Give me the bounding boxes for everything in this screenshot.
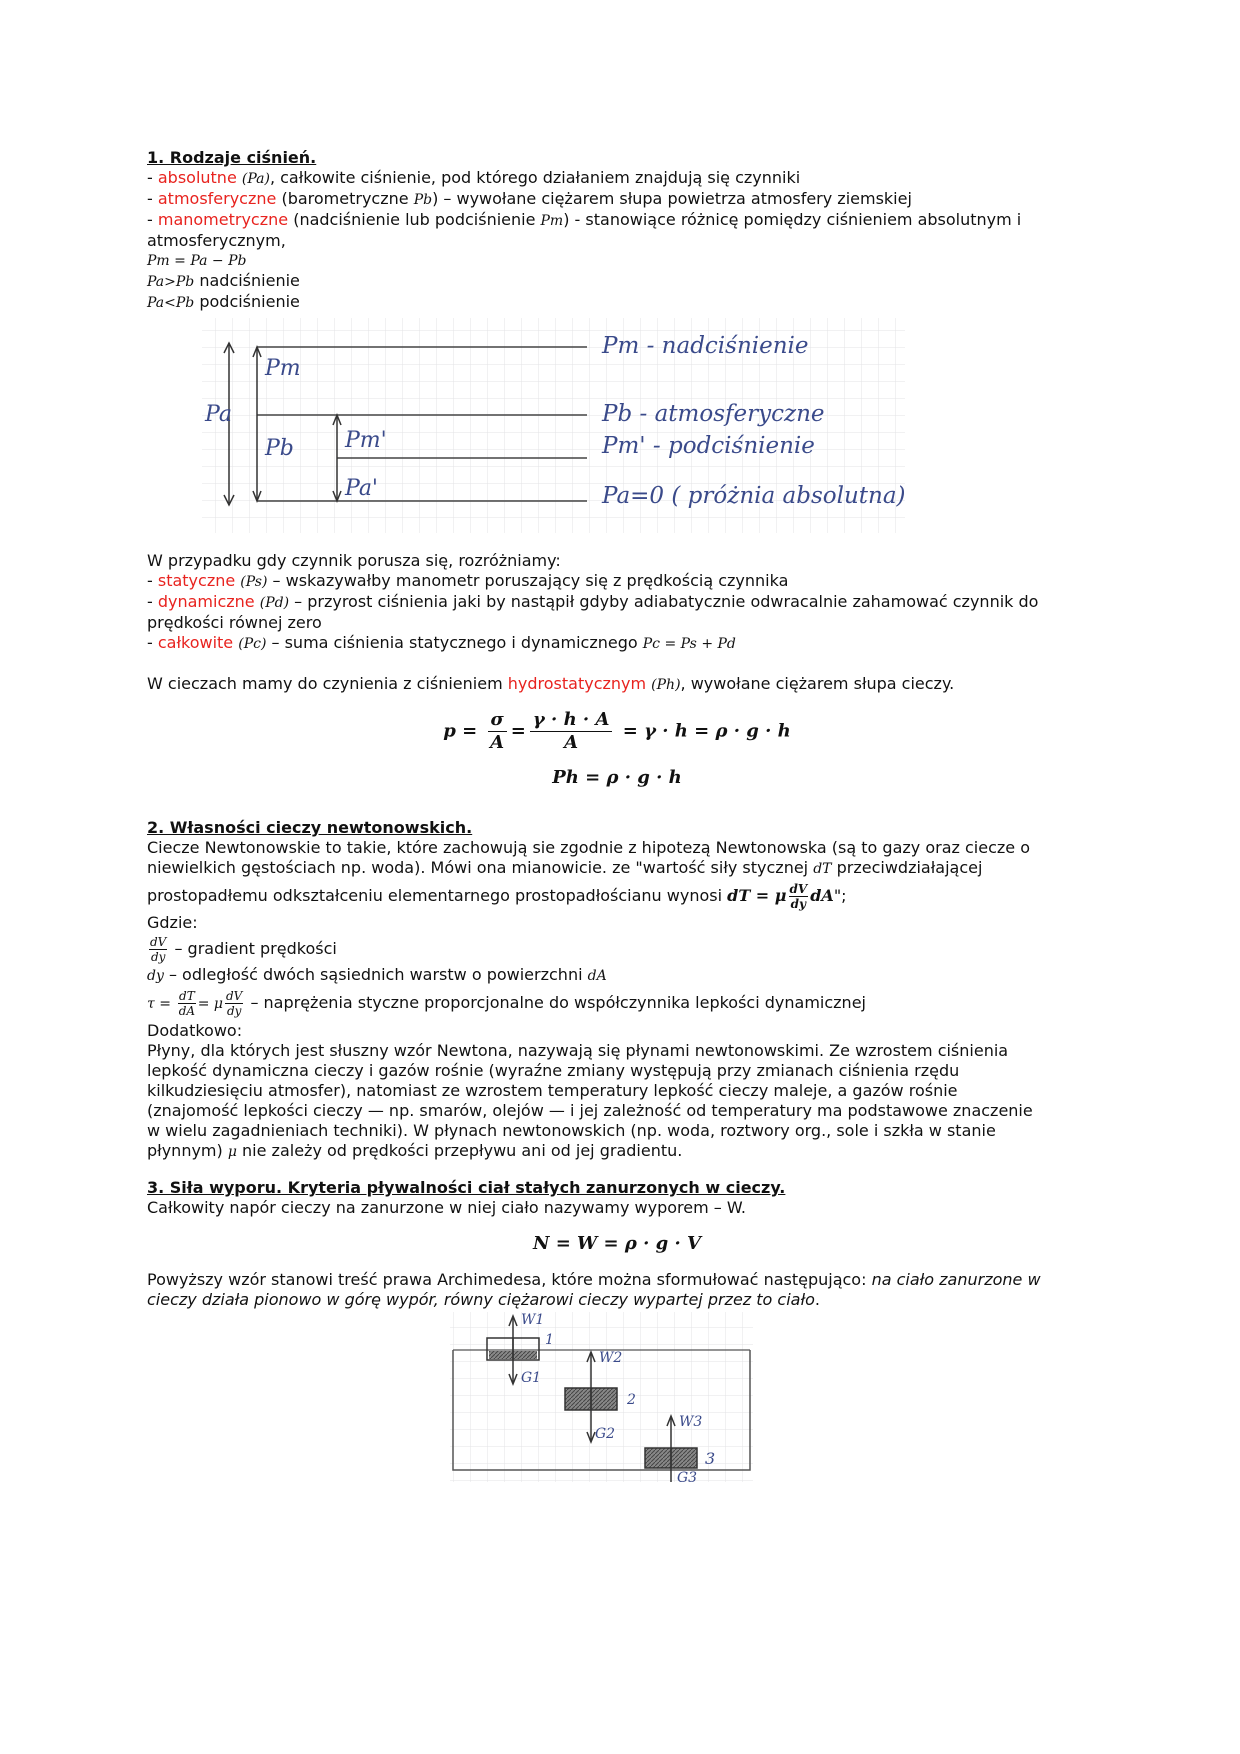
- distance-line: dy – odległość dwóch sąsiednich warstw o powierzchni dA: [147, 965, 607, 984]
- newton-para-5: w wielu zagadnieniach techniki). W płynach newtonowskich (np. woda, roztwory org., sole i szkła w stanie: [147, 1121, 996, 1140]
- archimedes-text-1: Powyższy wzór stanowi treść prawa Archimedesa, które można sformułować następująco: na ciało zanurzone w: [147, 1270, 1041, 1289]
- buoyancy-text-1: Całkowity napór cieczy na zanurzone w niej ciało nazywamy wyporem – W.: [147, 1198, 746, 1217]
- overpressure-line: Pa>Pb nadciśnienie: [147, 271, 300, 290]
- newton-text-3: prostopadłemu odkształceniu elementarnego prostopadłościanu wynosi dT = μ $\frac{dV}{dy}$ dA";: [147, 882, 847, 911]
- w1-label: W1: [521, 1312, 545, 1328]
- formula-pm: Pm = Pa − Pb: [147, 253, 247, 269]
- newton-para-1: Płyny, dla których jest słuszny wzór Newtona, nazywają się płynami newtonowskimi. Ze wzrostem ciśnienia: [147, 1041, 1009, 1060]
- pa-label: Pa: [205, 402, 232, 427]
- underpressure-line: Pa<Pb podciśnienie: [147, 292, 300, 311]
- archimedes-text-2: cieczy działa pionowo w górę wypór, równy ciężarowi cieczy wypartej przez to ciało.: [147, 1290, 820, 1309]
- tau-line: τ = $\frac{dT}{dA}$ = μ $\frac{dV}{dy}$ – naprężenia styczne proporcjonalne do współczynnika lepkości dynamicznej: [147, 989, 866, 1018]
- atmospheric-pressure-line: - atmosferyczne (barometryczne Pb) – wywołane ciężarem słupa powietrza atmosfery ziemskiej: [147, 189, 912, 208]
- gradient-line: $\frac{dV}{dy}$ – gradient prędkości: [150, 935, 337, 964]
- w2-label: W2: [599, 1350, 623, 1366]
- hydrostatic-line: W cieczach mamy do czynienia z ciśnieniem hydrostatycznym (Ph), wywołane ciężarem słupa cieczy.: [147, 674, 955, 693]
- podcisnienie-label: Pm' - podciśnienie: [602, 433, 815, 459]
- proznia-label: Pa=0 ( próżnia absolutna): [602, 483, 906, 509]
- gauge-term: manometryczne: [157, 210, 289, 229]
- body-1-label: 1: [545, 1332, 554, 1348]
- hydrostatic-term: hydrostatycznym: [507, 674, 647, 693]
- gdzie-label: Gdzie:: [147, 913, 198, 932]
- static-term: statyczne: [157, 571, 236, 590]
- atmosferyczne-label: Pb - atmosferyczne: [602, 401, 825, 427]
- pm-label: Pm: [265, 356, 301, 381]
- newton-text-2: niewielkich gęstościach np. woda). Mówi ona mianowicie. ze "wartość siły stycznej dT przeciwdziałającej: [147, 858, 983, 877]
- total-pressure-line: - całkowite (Pc) – suma ciśnienia statycznego i dynamicznego Pc = Ps + Pd: [147, 633, 736, 652]
- newton-text-1: Ciecze Newtonowskie to takie, które zachowują sie zgodnie z hipotezą Newtonowska (są to gazy oraz ciecze o: [147, 838, 1030, 857]
- section-1-heading: 1. Rodzaje ciśnień.: [147, 148, 317, 167]
- hydrostatic-equation: p = $\frac{\sigma}{A}$ = $\frac{\gamma \cdot h \cdot A}{A}$ = γ · h = ρ · g · h: [443, 709, 791, 753]
- nadcisnienie-label: Pm - nadciśnienie: [602, 333, 809, 359]
- atmospheric-term: atmosferyczne: [157, 189, 277, 208]
- buoyancy-diagram: [147, 1310, 1087, 1486]
- moving-intro: W przypadku gdy czynnik porusza się, rozróżniamy:: [147, 551, 561, 570]
- section-3-heading: 3. Siła wyporu. Kryteria pływalności ciał stałych zanurzonych w cieczy.: [147, 1178, 786, 1197]
- dodatkowo-label: Dodatkowo:: [147, 1021, 243, 1040]
- absolute-pressure-line: - absolutne (Pa), całkowite ciśnienie, pod którego działaniem znajdują się czynniki: [147, 168, 801, 187]
- buoyancy-equation: N = W = ρ · g · V: [532, 1233, 702, 1254]
- newton-para-2: lepkość dynamiczna cieczy i gazów rośnie (wyraźne zmiany występują przy zmianach ciśnienia rzędu: [147, 1061, 960, 1080]
- static-pressure-line: - statyczne (Ps) – wskazywałby manometr poruszający się z prędkością czynnika: [147, 571, 789, 590]
- total-term: całkowite: [157, 633, 234, 652]
- dynamic-pressure-line: - dynamiczne (Pd) – przyrost ciśnienia jaki by nastąpił gdyby adiabatycznie odwracalnie zahamować czynnik do: [147, 592, 1039, 611]
- newton-para-4: (znajomość lepkości cieczy — np. smarów, olejów — i jej zależność od temperatury ma podstawowe znaczenie: [147, 1101, 1033, 1120]
- newton-para-3: kilkudziesięciu atmosfer), natomiast ze wzrostem temperatury lepkość cieczy maleje, a gazów rośnie: [147, 1081, 958, 1100]
- ph-equation: Ph = ρ · g · h: [552, 767, 682, 788]
- pb-label: Pb: [265, 436, 294, 461]
- document-page: [147, 148, 1087, 1486]
- w3-label: W3: [679, 1414, 703, 1430]
- gauge-pressure-line-cont: atmosferycznym,: [147, 231, 286, 250]
- pa-prime-label: Pa': [345, 476, 378, 501]
- gauge-pressure-line: - manometryczne (nadciśnienie lub podciśnienie Pm) - stanowiące różnicę pomiędzy ciśnieniem absolutnym i: [147, 210, 1022, 229]
- body-2-label: 2: [627, 1392, 636, 1408]
- section-2-heading: 2. Własności cieczy newtonowskich.: [147, 818, 473, 837]
- newton-para-6: płynnym) μ nie zależy od prędkości przepływu ani od jej gradientu.: [147, 1141, 683, 1160]
- dynamic-pressure-cont: prędkości równej zero: [147, 613, 322, 632]
- pm-prime-label: Pm': [345, 428, 387, 453]
- g1-label: G1: [521, 1370, 542, 1386]
- body-3-label: 3: [705, 1449, 716, 1468]
- pressure-diagram: [147, 313, 1087, 543]
- dynamic-term: dynamiczne: [157, 592, 255, 611]
- g3-label: G3: [677, 1470, 698, 1486]
- absolute-term: absolutne: [157, 168, 237, 187]
- g2-label: G2: [595, 1426, 616, 1442]
